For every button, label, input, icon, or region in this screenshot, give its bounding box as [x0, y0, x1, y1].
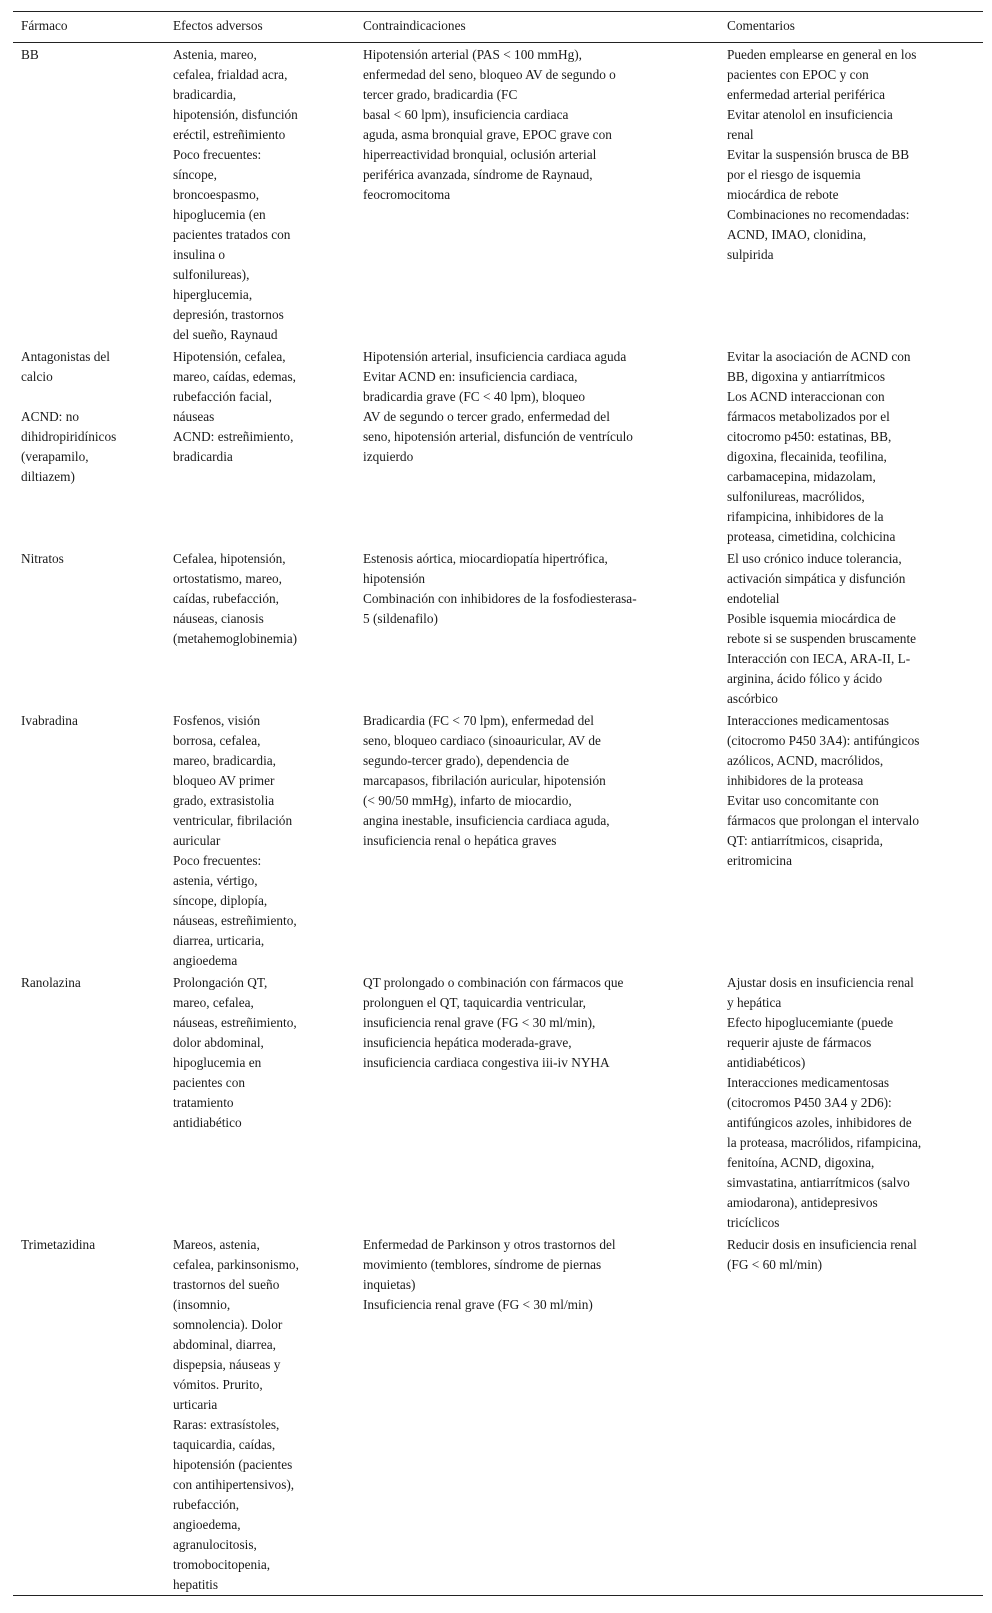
cell-line: diltiazem) — [21, 469, 75, 484]
contraindications-cell — [355, 43, 719, 346]
cell-line: tercer grado, bradicardia (FC — [363, 87, 518, 102]
header-comentarios: Comentarios — [727, 18, 795, 33]
cell-line: arginina, ácido fólico y ácido — [727, 671, 883, 686]
cell-line: Evitar ACND en: insuficiencia cardiaca, — [363, 369, 578, 384]
cell-line: Interacciones medicamentosas — [727, 713, 890, 728]
cell-line: Astenia, mareo, — [173, 47, 257, 62]
cell-line: cefalea, parkinsonismo, — [173, 1257, 299, 1272]
cell-line: Interacciones medicamentosas — [727, 1075, 890, 1090]
cell-line: insuficiencia renal grave (FG < 30 ml/min), — [363, 1015, 596, 1030]
cell-line: pacientes tratados con — [173, 227, 291, 242]
cell-line: Combinación con inhibidores de la fosfodiesterasa- — [363, 591, 637, 606]
cell-line: Pueden emplearse en general en los — [727, 47, 917, 62]
cell-line: por el riesgo de isquemia — [727, 167, 861, 182]
cell-line: Poco frecuentes: — [173, 147, 262, 162]
header-contraindicaciones: Contraindicaciones — [363, 18, 466, 33]
cell-line: QT: antiarrítmicos, cisaprida, — [727, 833, 883, 848]
cell-line: auricular — [173, 833, 221, 848]
table-body — [13, 43, 983, 1596]
table-row — [13, 971, 983, 1233]
cell-line: azólicos, ACND, macrólidos, — [727, 753, 884, 768]
cell-line: la proteasa, macrólidos, rifampicina, — [727, 1135, 922, 1150]
comments-cell — [719, 1233, 983, 1596]
cell-line: Ranolazina — [21, 975, 81, 990]
drug-cell — [13, 971, 165, 1233]
cell-line: angioedema, — [173, 1517, 241, 1532]
adverse-effects-cell — [165, 547, 355, 709]
cell-line: Ajustar dosis en insuficiencia renal — [727, 975, 914, 990]
cell-line: (< 90/50 mmHg), infarto de miocardio, — [363, 793, 572, 808]
cell-line: eréctil, estreñimiento — [173, 127, 286, 142]
table-row — [13, 345, 983, 547]
cell-line: enfermedad arterial periférica — [727, 87, 885, 102]
table-row — [13, 547, 983, 709]
cell-line: dispepsia, náuseas y — [173, 1357, 281, 1372]
cell-line: movimiento (temblores, síndrome de piernas — [363, 1257, 602, 1272]
cell-line: Bradicardia (FC < 70 lpm), enfermedad del — [363, 713, 594, 728]
cell-line: hipotensión (pacientes — [173, 1457, 293, 1472]
cell-line: náuseas — [173, 409, 215, 424]
cell-line: citocromo p450: estatinas, BB, — [727, 429, 892, 444]
table-header — [13, 12, 983, 43]
cell-line: antidiabéticos) — [727, 1055, 806, 1070]
cell-line: Evitar la suspensión brusca de BB — [727, 147, 910, 162]
cell-line: Hipotensión arterial (PAS < 100 mmHg), — [363, 47, 583, 62]
cell-line: dihidropiridínicos — [21, 429, 117, 444]
cell-line: amiodarona), antidepresivos — [727, 1195, 878, 1210]
cell-line: sulfonilureas, macrólidos, — [727, 489, 865, 504]
cell-line: broncoespasmo, — [173, 187, 260, 202]
contraindications-cell — [355, 345, 719, 547]
cell-line: Poco frecuentes: — [173, 853, 262, 868]
cell-line: bradicardia grave (FC < 40 lpm), bloqueo — [363, 389, 586, 404]
cell-line: (metahemoglobinemia) — [173, 631, 298, 646]
cell-line: tratamiento — [173, 1095, 234, 1110]
cell-line: eritromicina — [727, 853, 792, 868]
cell-line: hiperglucemia, — [173, 287, 253, 302]
cell-line: caídas, rubefacción, — [173, 591, 279, 606]
cell-line: sulpirida — [727, 247, 774, 262]
cell-line: Estenosis aórtica, miocardiopatía hipertrófica, — [363, 551, 608, 566]
cell-line: abdominal, diarrea, — [173, 1337, 277, 1352]
table-row — [13, 43, 983, 346]
cell-line: insuficiencia renal o hepática graves — [363, 833, 557, 848]
adverse-effects-cell — [165, 43, 355, 346]
cell-line: periférica avanzada, síndrome de Raynaud, — [363, 167, 593, 182]
cell-line: Evitar la asociación de ACND con — [727, 349, 911, 364]
comments-cell — [719, 971, 983, 1233]
cell-line: insuficiencia cardiaca congestiva iii-iv NYHA — [363, 1055, 610, 1070]
cell-line: pacientes con — [173, 1075, 245, 1090]
cell-line: (insomnio, — [173, 1297, 231, 1312]
drug-table — [13, 11, 983, 1596]
cell-line: Raras: extrasístoles, — [173, 1417, 280, 1432]
cell-line: fármacos metabolizados por el — [727, 409, 890, 424]
cell-line: AV de segundo o tercer grado, enfermedad del — [363, 409, 610, 424]
cell-line: segundo-tercer grado), dependencia de — [363, 753, 569, 768]
cell-line: miocárdica de rebote — [727, 187, 839, 202]
cell-line: vómitos. Prurito, — [173, 1377, 263, 1392]
comments-cell — [719, 547, 983, 709]
drug-cell — [13, 709, 165, 971]
cell-line: mareo, bradicardia, — [173, 753, 276, 768]
cell-line: síncope, diplopía, — [173, 893, 268, 908]
cell-line: bloqueo AV primer — [173, 773, 275, 788]
cell-line: digoxina, flecainida, teofilina, — [727, 449, 887, 464]
cell-line: feocromocitoma — [363, 187, 451, 202]
cell-line: diarrea, urticaria, — [173, 933, 265, 948]
adverse-effects-cell — [165, 345, 355, 547]
cell-line: hipoglucemia en — [173, 1055, 262, 1070]
cell-line: rubefacción facial, — [173, 389, 272, 404]
cell-line: calcio — [21, 369, 53, 384]
cell-line: hiperreactividad bronquial, oclusión arterial — [363, 147, 597, 162]
cell-line: somnolencia). Dolor — [173, 1317, 283, 1332]
cell-line: Nitratos — [21, 551, 64, 566]
cell-line: Reducir dosis en insuficiencia renal — [727, 1237, 917, 1252]
cell-line: y hepática — [727, 995, 782, 1010]
cell-line: requerir ajuste de fármacos — [727, 1035, 872, 1050]
cell-line: Evitar atenolol en insuficiencia — [727, 107, 893, 122]
cell-line: marcapasos, fibrilación auricular, hipotensión — [363, 773, 606, 788]
cell-line: simvastatina, antiarrítmicos (salvo — [727, 1175, 910, 1190]
adverse-effects-cell — [165, 1233, 355, 1596]
cell-line: tricíclicos — [727, 1215, 780, 1230]
drug-cell — [13, 547, 165, 709]
cell-line: borrosa, cefalea, — [173, 733, 261, 748]
cell-line: El uso crónico induce tolerancia, — [727, 551, 902, 566]
cell-line: hipotensión — [363, 571, 426, 586]
cell-line: mareo, cefalea, — [173, 995, 254, 1010]
cell-line: fármacos que prolongan el intervalo — [727, 813, 919, 828]
table-row — [13, 709, 983, 971]
drug-cell — [13, 43, 165, 346]
cell-line: del sueño, Raynaud — [173, 327, 278, 342]
contraindications-cell — [355, 1233, 719, 1596]
cell-line: cefalea, frialdad acra, — [173, 67, 288, 82]
cell-line: dolor abdominal, — [173, 1035, 264, 1050]
adverse-effects-cell — [165, 709, 355, 971]
cell-line: (FG < 60 ml/min) — [727, 1257, 823, 1272]
cell-line: inquietas) — [363, 1277, 416, 1292]
cell-line: astenia, vértigo, — [173, 873, 258, 888]
comments-cell — [719, 709, 983, 971]
cell-line: Fosfenos, visión — [173, 713, 261, 728]
cell-line: bradicardia, — [173, 87, 237, 102]
cell-line: insulina o — [173, 247, 226, 262]
comments-cell — [719, 43, 983, 346]
cell-line: Los ACND interaccionan con — [727, 389, 885, 404]
cell-line: ventricular, fibrilación — [173, 813, 293, 828]
cell-line: prolonguen el QT, taquicardia ventricular, — [363, 995, 586, 1010]
cell-line: Insuficiencia renal grave (FG < 30 ml/min) — [363, 1297, 593, 1312]
cell-line: Prolongación QT, — [173, 975, 268, 990]
comments-cell — [719, 345, 983, 547]
cell-line: angioedema — [173, 953, 238, 968]
cell-line: (citocromo P450 3A4): antifúngicos — [727, 733, 920, 748]
cell-line: pacientes con EPOC y con — [727, 67, 869, 82]
cell-line: aguda, asma bronquial grave, EPOC grave con — [363, 127, 612, 142]
cell-line: endotelial — [727, 591, 780, 606]
cell-line: (citocromos P450 3A4 y 2D6): — [727, 1095, 892, 1110]
cell-line: 5 (sildenafilo) — [363, 611, 438, 626]
cell-line: renal — [727, 127, 754, 142]
cell-line: Antagonistas del — [21, 349, 111, 364]
cell-line: seno, bloqueo cardiaco (sinoauricular, AV de — [363, 733, 601, 748]
cell-line: trastornos del sueño — [173, 1277, 280, 1292]
cell-line: insuficiencia hepática moderada-grave, — [363, 1035, 572, 1050]
header-farmaco: Fármaco — [21, 18, 68, 33]
cell-line: con antihipertensivos), — [173, 1477, 295, 1492]
cell-line: síncope, — [173, 167, 217, 182]
cell-line: mareo, caídas, edemas, — [173, 369, 296, 384]
cell-line: náuseas, cianosis — [173, 611, 264, 626]
cell-line: carbamacepina, midazolam, — [727, 469, 876, 484]
cell-line: Enfermedad de Parkinson y otros trastornos del — [363, 1237, 616, 1252]
cell-line: urticaria — [173, 1397, 218, 1412]
cell-line: Combinaciones no recomendadas: — [727, 207, 910, 222]
cell-line: ACND: estreñimiento, — [173, 429, 294, 444]
cell-line: ortostatismo, mareo, — [173, 571, 282, 586]
cell-line: náuseas, estreñimiento, — [173, 913, 297, 928]
cell-line: rebote si se suspenden bruscamente — [727, 631, 917, 646]
cell-line: antifúngicos azoles, inhibidores de — [727, 1115, 912, 1130]
cell-line: QT prolongado o combinación con fármacos que — [363, 975, 624, 990]
cell-line: Posible isquemia miocárdica de — [727, 611, 896, 626]
cell-line: tromobocitopenia, — [173, 1557, 271, 1572]
cell-line: seno, hipotensión arterial, disfunción de ventrículo — [363, 429, 633, 444]
cell-line: izquierdo — [363, 449, 414, 464]
contraindications-cell — [355, 547, 719, 709]
cell-line: rifampicina, inhibidores de la — [727, 509, 884, 524]
contraindications-cell — [355, 971, 719, 1233]
header-row — [13, 12, 983, 43]
cell-line: Trimetazidina — [21, 1237, 96, 1252]
cell-line: activación simpática y disfunción — [727, 571, 906, 586]
cell-line: Evitar uso concomitante con — [727, 793, 879, 808]
cell-line: basal < 60 lpm), insuficiencia cardiaca — [363, 107, 569, 122]
table-row — [13, 1233, 983, 1596]
header-efectos-adversos: Efectos adversos — [173, 18, 263, 33]
cell-line: Cefalea, hipotensión, — [173, 551, 286, 566]
adverse-effects-cell — [165, 971, 355, 1233]
cell-line: náuseas, estreñimiento, — [173, 1015, 297, 1030]
cell-line: bradicardia — [173, 449, 233, 464]
cell-line: BB — [21, 47, 39, 62]
cell-line: Ivabradina — [21, 713, 78, 728]
cell-line: Hipotensión arterial, insuficiencia cardiaca aguda — [363, 349, 627, 364]
cell-line: enfermedad del seno, bloqueo AV de segundo o — [363, 67, 616, 82]
cell-line: grado, extrasistolia — [173, 793, 275, 808]
cell-line: Interacción con IECA, ARA-II, L- — [727, 651, 911, 666]
cell-line: taquicardia, caídas, — [173, 1437, 276, 1452]
cell-line: rubefacción, — [173, 1497, 240, 1512]
cell-line: antidiabético — [173, 1115, 242, 1130]
cell-line: depresión, trastornos — [173, 307, 284, 322]
cell-line: hepatitis — [173, 1577, 219, 1592]
cell-line: ACND: no — [21, 409, 79, 424]
cell-line: Efecto hipoglucemiante (puede — [727, 1015, 894, 1030]
cell-line: angina inestable, insuficiencia cardiaca aguda, — [363, 813, 610, 828]
cell-line: inhibidores de la proteasa — [727, 773, 864, 788]
cell-line: hipotensión, disfunción — [173, 107, 298, 122]
drug-cell — [13, 1233, 165, 1596]
cell-line: hipoglucemia (en — [173, 207, 266, 222]
cell-line: proteasa, cimetidina, colchicina — [727, 529, 896, 544]
cell-line: Hipotensión, cefalea, — [173, 349, 286, 364]
cell-line: BB, digoxina y antiarrítmicos — [727, 369, 886, 384]
cell-line: (verapamilo, — [21, 449, 89, 464]
cell-line: Mareos, astenia, — [173, 1237, 260, 1252]
cell-line: agranulocitosis, — [173, 1537, 257, 1552]
cell-line: fenitoína, ACND, digoxina, — [727, 1155, 875, 1170]
cell-line: ACND, IMAO, clonidina, — [727, 227, 867, 242]
contraindications-cell — [355, 709, 719, 971]
cell-line: ascórbico — [727, 691, 778, 706]
cell-line: sulfonilureas), — [173, 267, 250, 282]
drug-cell — [13, 345, 165, 547]
blank-line — [21, 387, 159, 407]
